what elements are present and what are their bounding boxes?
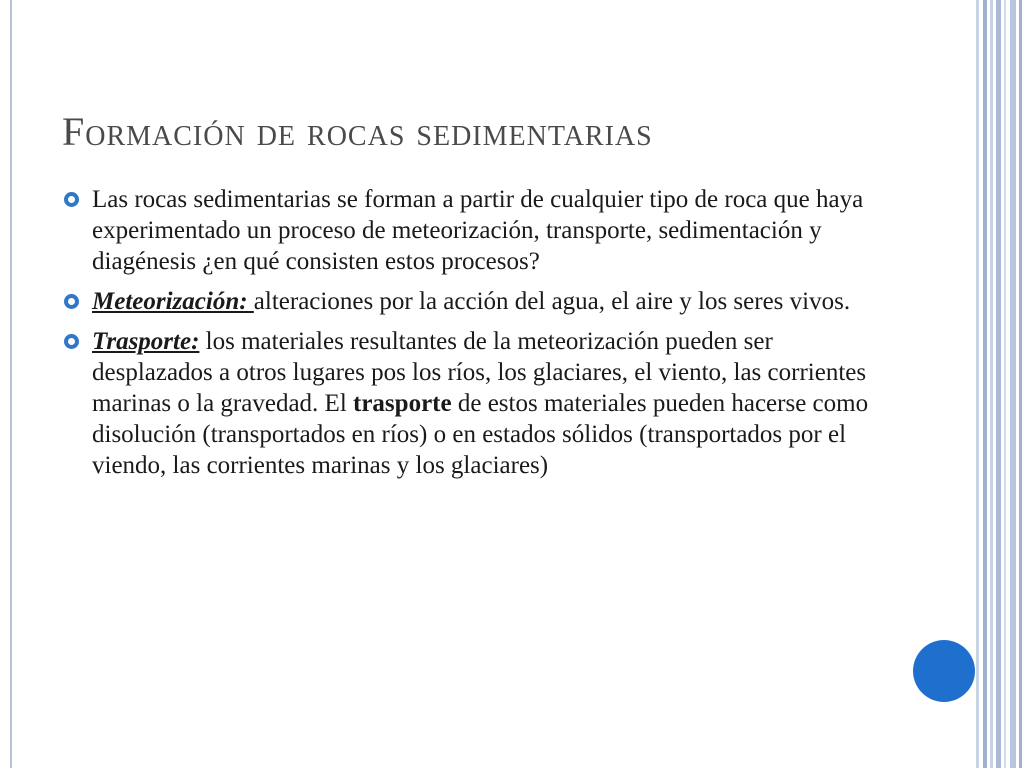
ring-bullet-icon	[64, 294, 79, 309]
bullet-text: los materiales resultantes de la meteorización pueden ser desplazados a otros lugares pos los ríos, los glaciares, el viento, las corrientes marinas o la gravedad. El	[92, 328, 867, 417]
slide-title: Formación de rocas sedimentarias	[62, 109, 653, 154]
bullet-item	[64, 286, 894, 317]
decorative-circle	[913, 640, 975, 702]
bullet-text: de estos materiales pueden hacerse como disolución (transportados en ríos) o en estados sólidos (transportados por el viendo, las corrientes marinas y los glaciares)	[92, 390, 869, 479]
ring-bullet-icon	[64, 334, 79, 349]
bullet-term: Trasporte:	[92, 328, 200, 355]
right-stripe	[996, 0, 1001, 768]
bullet-item	[64, 326, 894, 481]
right-stripe	[976, 0, 979, 768]
bullet-list	[64, 184, 894, 490]
left-border-line	[10, 0, 12, 768]
right-stripe	[983, 0, 987, 768]
bullet-item	[64, 184, 894, 277]
bullet-bold-word: trasporte	[353, 390, 452, 417]
bullet-text: Las rocas sedimentarias se forman a partir de cualquier tipo de roca que haya experimentado un proceso de meteorización, transporte, sedimentación y diagénesis ¿en qué consisten estos procesos?	[92, 186, 864, 275]
ring-bullet-icon	[64, 192, 79, 207]
bullet-text: alteraciones por la acción del agua, el aire y los seres vivos.	[253, 288, 851, 315]
bullet-term: Meteorización:	[92, 288, 254, 315]
right-stripe	[1004, 0, 1006, 768]
right-stripe	[1019, 0, 1022, 768]
right-stripe	[990, 0, 993, 768]
right-stripe	[1010, 0, 1016, 768]
